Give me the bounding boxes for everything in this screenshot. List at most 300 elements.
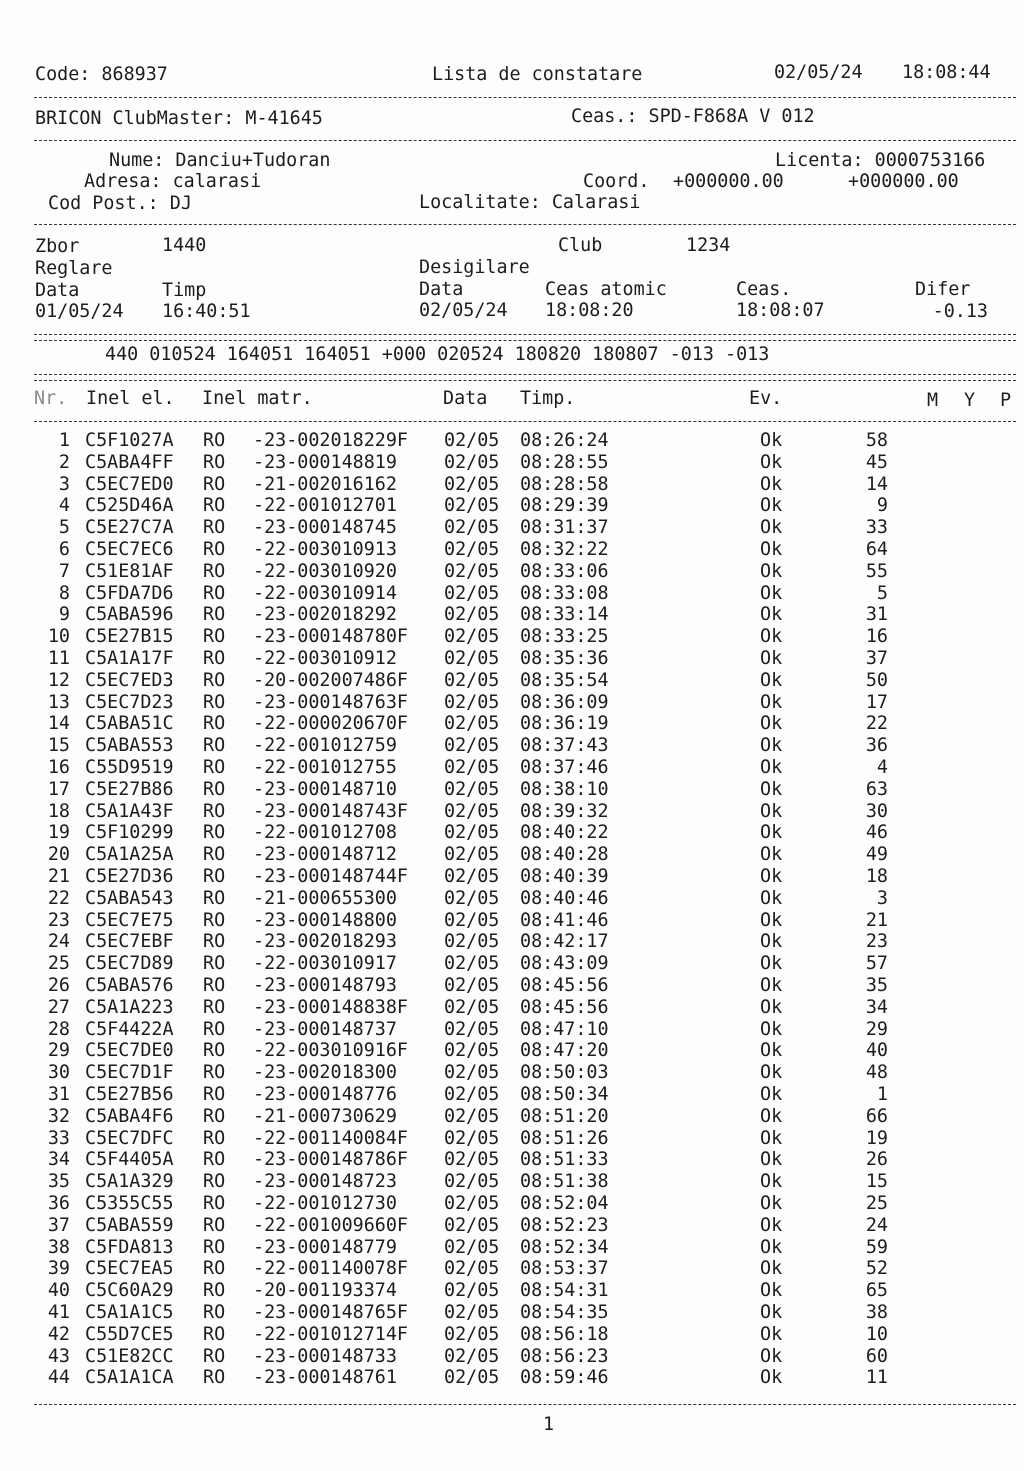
arrival-time: 08:47:20: [520, 1040, 609, 1062]
table-row: [0, 735, 1024, 757]
electronic-ring: C5EC7ED3: [85, 669, 174, 691]
position-number: 50: [865, 669, 888, 691]
ring-number: -21-002016162: [253, 473, 397, 495]
arrival-time: 08:52:04: [520, 1193, 609, 1214]
position-number: 59: [865, 1236, 888, 1258]
divider: [34, 421, 1016, 422]
row-number: 20: [47, 844, 70, 866]
event-status: Ok: [760, 713, 783, 735]
divider: [34, 374, 1016, 375]
owner-name: Nume: Danciu+Tudoran: [109, 150, 331, 171]
arrival-time: 08:56:23: [520, 1345, 609, 1367]
ring-number: -23-000148779: [253, 1236, 397, 1258]
arrival-date: 02/05: [444, 713, 500, 735]
country-code: RO: [203, 1105, 226, 1127]
event-status: Ok: [760, 1367, 783, 1389]
country-code: RO: [203, 1193, 226, 1214]
electronic-ring: C55D9519: [85, 757, 174, 778]
row-number: 40: [47, 1280, 70, 1302]
arrival-date: 02/05: [444, 430, 500, 451]
position-number: 37: [865, 648, 888, 669]
table-row: [0, 1258, 1024, 1280]
country-code: RO: [203, 735, 226, 757]
electronic-ring: C5FDA813: [85, 1236, 174, 1258]
owner-address: Adresa: calarasi: [84, 171, 262, 192]
page-number: 1: [543, 1414, 555, 1435]
event-status: Ok: [760, 757, 783, 778]
row-number: 18: [47, 800, 70, 822]
country-code: RO: [203, 691, 226, 713]
arrival-time: 08:51:33: [520, 1149, 609, 1171]
ring-number: -20-001193374: [253, 1280, 397, 1302]
row-number: 1: [58, 430, 70, 451]
row-number: 44: [47, 1367, 70, 1389]
table-row: [0, 975, 1024, 997]
country-code: RO: [203, 1018, 226, 1040]
electronic-ring: C5ABA596: [85, 604, 174, 626]
ring-number: -23-000148723: [253, 1171, 397, 1193]
position-number: 45: [865, 451, 888, 473]
electronic-ring: C5A1A1CA: [85, 1367, 174, 1389]
event-status: Ok: [760, 1062, 783, 1084]
table-row: [0, 1040, 1024, 1062]
arrival-time: 08:52:34: [520, 1236, 609, 1258]
table-row: [0, 801, 1024, 823]
position-number: 35: [865, 975, 888, 996]
position-number: 55: [865, 560, 888, 582]
electronic-ring: C5EC7D89: [85, 953, 174, 975]
row-number: 19: [47, 822, 70, 844]
col-header-inel-matr: Inel matr.: [202, 388, 313, 409]
position-number: 38: [865, 1302, 888, 1323]
open-date: 02/05/24: [419, 300, 508, 321]
ring-number: -22-001012701: [253, 495, 397, 517]
country-code: RO: [203, 757, 226, 778]
desigilare-label: Desigilare: [419, 257, 530, 278]
divider: [34, 140, 1016, 141]
arrival-date: 02/05: [444, 1345, 500, 1367]
position-number: 17: [865, 691, 888, 713]
country-code: RO: [203, 931, 226, 953]
arrival-time: 08:29:39: [520, 495, 609, 517]
arrival-date: 02/05: [444, 757, 500, 778]
ring-number: -20-002007486F: [253, 669, 409, 691]
event-status: Ok: [760, 931, 783, 953]
zbor-label: Zbor: [35, 236, 80, 257]
country-code: RO: [203, 1302, 226, 1323]
arrival-date: 02/05: [444, 1367, 500, 1389]
arrival-date: 02/05: [444, 1084, 500, 1105]
country-code: RO: [203, 430, 226, 451]
electronic-ring: C5F4405A: [85, 1149, 174, 1171]
col-header-p: P: [1000, 390, 1012, 411]
arrival-time: 08:41:46: [520, 909, 609, 931]
electronic-ring: C525D46A: [85, 495, 174, 517]
col-header-data: Data: [443, 388, 488, 409]
ring-number: -22-003010912: [253, 648, 397, 669]
arrival-time: 08:36:19: [520, 713, 609, 735]
arrival-date: 02/05: [444, 866, 500, 887]
event-status: Ok: [760, 1280, 783, 1302]
table-row: [0, 517, 1024, 539]
table-row: [0, 648, 1024, 670]
row-number: 14: [47, 713, 70, 735]
electronic-ring: C5E27B86: [85, 778, 174, 800]
position-number: 46: [865, 822, 888, 844]
arrival-date: 02/05: [444, 1040, 500, 1062]
ring-number: -23-000148712: [253, 844, 397, 866]
ring-number: -22-003010913: [253, 539, 397, 560]
row-number: 15: [47, 735, 70, 757]
row-number: 22: [47, 887, 70, 909]
event-status: Ok: [760, 648, 783, 669]
ceas-atomic-label: Ceas atomic: [545, 279, 667, 300]
table-row: [0, 539, 1024, 561]
row-number: 21: [47, 866, 70, 887]
divider: [34, 334, 1016, 335]
electronic-ring: C5A1A43F: [85, 800, 174, 822]
reglare-label: Reglare: [35, 258, 113, 279]
position-number: 48: [865, 1062, 888, 1084]
electronic-ring: C5EC7DE0: [85, 1040, 174, 1062]
electronic-ring: C5ABA553: [85, 735, 174, 757]
arrival-time: 08:40:22: [520, 822, 609, 844]
table-row: [0, 452, 1024, 474]
event-status: Ok: [760, 451, 783, 473]
table-row: [0, 1346, 1024, 1368]
row-number: 31: [47, 1084, 70, 1105]
table-row: [0, 1237, 1024, 1259]
ring-number: -23-002018293: [253, 931, 397, 953]
arrival-time: 08:26:24: [520, 430, 609, 451]
position-number: 22: [865, 713, 888, 735]
country-code: RO: [203, 713, 226, 735]
ring-number: -23-000148819: [253, 451, 397, 473]
arrival-date: 02/05: [444, 626, 500, 648]
row-number: 37: [47, 1214, 70, 1236]
ring-number: -23-000148743F: [253, 800, 409, 822]
position-number: 57: [865, 953, 888, 975]
electronic-ring: C5EC7D1F: [85, 1062, 174, 1084]
position-number: 3: [876, 887, 888, 909]
locality: Localitate: Calarasi: [419, 192, 641, 213]
position-number: 65: [865, 1280, 888, 1302]
electronic-ring: C51E82CC: [85, 1345, 174, 1367]
row-number: 27: [47, 996, 70, 1018]
row-number: 25: [47, 953, 70, 975]
electronic-ring: C5EC7EBF: [85, 931, 174, 953]
arrival-date: 02/05: [444, 844, 500, 866]
event-status: Ok: [760, 495, 783, 517]
position-number: 64: [865, 539, 888, 560]
ring-number: -23-000148763F: [253, 691, 409, 713]
atomic-time: 18:08:20: [545, 300, 634, 321]
table-row: [0, 561, 1024, 583]
data2-label: Data: [419, 279, 464, 300]
zbor-value: 1440: [162, 235, 207, 256]
electronic-ring: C5ABA51C: [85, 713, 174, 735]
table-row: [0, 1215, 1024, 1237]
print-time: 18:08:44: [902, 62, 991, 83]
electronic-ring: C5E27C7A: [85, 517, 174, 539]
ring-number: -22-001012755: [253, 757, 397, 778]
event-status: Ok: [760, 996, 783, 1018]
position-number: 36: [865, 735, 888, 757]
ring-number: -23-000148745: [253, 517, 397, 539]
arrival-time: 08:59:46: [520, 1367, 609, 1389]
country-code: RO: [203, 975, 226, 996]
ring-number: -23-000148780F: [253, 626, 409, 648]
event-status: Ok: [760, 909, 783, 931]
arrival-date: 02/05: [444, 451, 500, 473]
country-code: RO: [203, 866, 226, 887]
position-number: 58: [865, 430, 888, 451]
divider: [34, 1404, 1016, 1405]
arrival-date: 02/05: [444, 1193, 500, 1214]
row-number: 17: [47, 778, 70, 800]
position-number: 30: [865, 800, 888, 822]
position-number: 31: [865, 604, 888, 626]
coord-value-2: +000000.00: [848, 171, 959, 192]
electronic-ring: C5355C55: [85, 1193, 174, 1214]
row-number: 38: [47, 1236, 70, 1258]
club-value: 1234: [686, 235, 731, 256]
event-status: Ok: [760, 1323, 783, 1345]
ring-number: -23-000148786F: [253, 1149, 409, 1171]
ring-number: -23-002018229F: [253, 430, 409, 451]
row-number: 43: [47, 1345, 70, 1367]
arrival-date: 02/05: [444, 887, 500, 909]
arrival-date: 02/05: [444, 1302, 500, 1323]
timp-label: Timp: [162, 280, 207, 301]
country-code: RO: [203, 473, 226, 495]
row-number: 32: [47, 1105, 70, 1127]
arrival-date: 02/05: [444, 1018, 500, 1040]
event-status: Ok: [760, 691, 783, 713]
arrival-time: 08:31:37: [520, 517, 609, 539]
arrival-time: 08:32:22: [520, 539, 609, 560]
electronic-ring: C5EC7ED0: [85, 473, 174, 495]
table-row: [0, 779, 1024, 801]
table-row: [0, 1193, 1024, 1215]
event-status: Ok: [760, 1236, 783, 1258]
row-number: 39: [47, 1258, 70, 1280]
event-status: Ok: [760, 1084, 783, 1105]
arrival-time: 08:51:38: [520, 1171, 609, 1193]
position-number: 4: [876, 757, 888, 778]
table-row: [0, 822, 1024, 844]
table-row: [0, 931, 1024, 953]
arrival-date: 02/05: [444, 735, 500, 757]
row-number: 4: [58, 495, 70, 517]
set-time: 16:40:51: [162, 301, 251, 322]
position-number: 26: [865, 1149, 888, 1171]
arrival-date: 02/05: [444, 495, 500, 517]
position-number: 9: [876, 495, 888, 517]
row-number: 12: [47, 669, 70, 691]
arrival-time: 08:52:23: [520, 1214, 609, 1236]
ring-number: -22-003010917: [253, 953, 397, 975]
table-row: [0, 604, 1024, 626]
position-number: 40: [865, 1040, 888, 1062]
electronic-ring: C5F1027A: [85, 430, 174, 451]
table-row: [0, 757, 1024, 779]
country-code: RO: [203, 1367, 226, 1389]
table-row: [0, 670, 1024, 692]
event-status: Ok: [760, 1127, 783, 1149]
table-row: [0, 1128, 1024, 1150]
event-status: Ok: [760, 975, 783, 996]
event-status: Ok: [760, 1018, 783, 1040]
country-code: RO: [203, 626, 226, 648]
ring-number: -21-000730629: [253, 1105, 397, 1127]
electronic-ring: C5FDA7D6: [85, 582, 174, 604]
position-number: 63: [865, 778, 888, 800]
arrival-date: 02/05: [444, 1171, 500, 1193]
table-row: [0, 1149, 1024, 1171]
country-code: RO: [203, 539, 226, 560]
table-row: [0, 430, 1024, 452]
electronic-ring: C5ABA4FF: [85, 451, 174, 473]
coord-value-1: +000000.00: [673, 171, 784, 192]
country-code: RO: [203, 669, 226, 691]
row-number: 33: [47, 1127, 70, 1149]
arrival-time: 08:35:54: [520, 669, 609, 691]
country-code: RO: [203, 1236, 226, 1258]
event-status: Ok: [760, 778, 783, 800]
electronic-ring: C55D7CE5: [85, 1323, 174, 1345]
arrival-time: 08:37:46: [520, 757, 609, 778]
ring-number: -22-001140084F: [253, 1127, 409, 1149]
postal-code: Cod Post.: DJ: [48, 193, 192, 214]
event-status: Ok: [760, 626, 783, 648]
country-code: RO: [203, 778, 226, 800]
country-code: RO: [203, 1062, 226, 1084]
arrival-time: 08:56:18: [520, 1323, 609, 1345]
country-code: RO: [203, 822, 226, 844]
row-number: 34: [47, 1149, 70, 1171]
position-number: 10: [865, 1323, 888, 1345]
row-number: 2: [58, 451, 70, 473]
code-label: Code: 868937: [35, 64, 168, 85]
table-row: [0, 997, 1024, 1019]
difer-label: Difer: [915, 279, 971, 300]
row-number: 8: [58, 582, 70, 604]
row-number: 9: [58, 604, 70, 626]
row-number: 13: [47, 691, 70, 713]
event-status: Ok: [760, 887, 783, 909]
electronic-ring: C5ABA576: [85, 975, 174, 996]
electronic-ring: C5EC7EC6: [85, 539, 174, 560]
position-number: 16: [865, 626, 888, 648]
arrival-time: 08:42:17: [520, 931, 609, 953]
table-row: [0, 1062, 1024, 1084]
arrival-date: 02/05: [444, 582, 500, 604]
position-number: 11: [865, 1367, 888, 1389]
ring-number: -22-000020670F: [253, 713, 409, 735]
ring-number: -22-001009660F: [253, 1214, 409, 1236]
arrival-date: 02/05: [444, 1236, 500, 1258]
position-number: 19: [865, 1127, 888, 1149]
ring-number: -22-003010920: [253, 560, 397, 582]
country-code: RO: [203, 648, 226, 669]
row-number: 42: [47, 1323, 70, 1345]
country-code: RO: [203, 1323, 226, 1345]
table-row: [0, 583, 1024, 605]
arrival-time: 08:50:34: [520, 1084, 609, 1105]
position-number: 15: [865, 1171, 888, 1193]
country-code: RO: [203, 1127, 226, 1149]
coord-label: Coord.: [583, 171, 650, 192]
ring-number: -23-000148838F: [253, 996, 409, 1018]
arrival-date: 02/05: [444, 1105, 500, 1127]
arrival-time: 08:54:31: [520, 1280, 609, 1302]
event-status: Ok: [760, 1193, 783, 1214]
arrival-date: 02/05: [444, 822, 500, 844]
ring-number: -23-000148800: [253, 909, 397, 931]
country-code: RO: [203, 887, 226, 909]
position-number: 21: [865, 909, 888, 931]
position-number: 29: [865, 1018, 888, 1040]
electronic-ring: C5F4422A: [85, 1018, 174, 1040]
table-row: [0, 844, 1024, 866]
arrival-date: 02/05: [444, 560, 500, 582]
arrival-date: 02/05: [444, 473, 500, 495]
country-code: RO: [203, 495, 226, 517]
electronic-ring: C5E27B15: [85, 626, 174, 648]
ring-number: -23-000148793: [253, 975, 397, 996]
arrival-time: 08:28:58: [520, 473, 609, 495]
arrival-time: 08:45:56: [520, 975, 609, 996]
club-label: Club: [558, 235, 603, 256]
event-status: Ok: [760, 1105, 783, 1127]
table-row: [0, 953, 1024, 975]
arrival-date: 02/05: [444, 691, 500, 713]
ring-number: -23-000148733: [253, 1345, 397, 1367]
arrival-date: 02/05: [444, 800, 500, 822]
event-status: Ok: [760, 1345, 783, 1367]
row-number: 35: [47, 1171, 70, 1193]
country-code: RO: [203, 604, 226, 626]
electronic-ring: C5EC7E75: [85, 909, 174, 931]
arrival-time: 08:33:08: [520, 582, 609, 604]
row-number: 23: [47, 909, 70, 931]
arrival-date: 02/05: [444, 1280, 500, 1302]
ring-number: -23-000148744F: [253, 866, 409, 887]
arrival-time: 08:35:36: [520, 648, 609, 669]
arrival-date: 02/05: [444, 648, 500, 669]
arrival-time: 08:40:46: [520, 887, 609, 909]
arrival-date: 02/05: [444, 539, 500, 560]
ring-number: -22-001140078F: [253, 1258, 409, 1280]
clock-difference: -0.13: [932, 301, 988, 322]
ring-number: -23-000148737: [253, 1018, 397, 1040]
ring-number: -22-001012759: [253, 735, 397, 757]
electronic-ring: C5A1A1C5: [85, 1302, 174, 1323]
ring-number: -22-003010916F: [253, 1040, 409, 1062]
divider: [34, 380, 1016, 381]
arrival-time: 08:40:39: [520, 866, 609, 887]
ceas-label: Ceas.: [736, 279, 792, 300]
ring-number: -23-002018292: [253, 604, 397, 626]
country-code: RO: [203, 1214, 226, 1236]
event-status: Ok: [760, 604, 783, 626]
country-code: RO: [203, 800, 226, 822]
event-status: Ok: [760, 953, 783, 975]
table-row: [0, 910, 1024, 932]
ring-number: -23-000148776: [253, 1084, 397, 1105]
ring-number: -22-001012708: [253, 822, 397, 844]
